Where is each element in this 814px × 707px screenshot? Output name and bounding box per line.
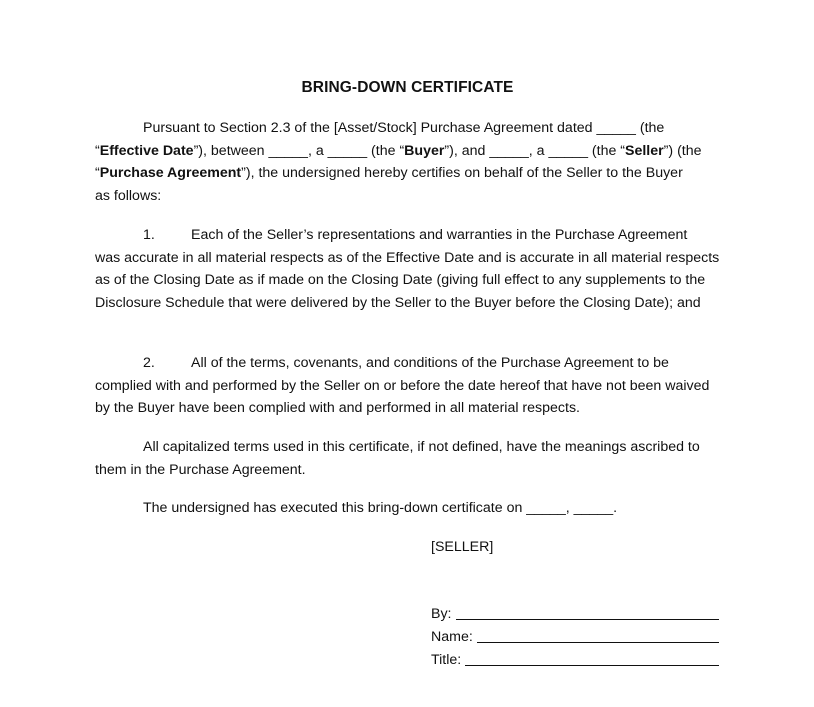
by-blank [456,604,720,620]
signature-name-line: Name: [431,623,719,645]
capitalized-terms-paragraph: All capitalized terms used in this certificate, if not defined, have the meanings ascribed to them in the Purchase Agreement. [95,439,700,478]
signature-title-line: Title: [431,646,719,668]
defined-term-buyer: Buyer [404,142,445,159]
execution-paragraph: The undersigned has executed this bring-down certificate on _____, _____. [143,500,618,516]
signature-party: [SELLER] [431,539,494,555]
signature-by-line: By: [431,600,719,622]
item-number: 1. [143,227,155,243]
list-item: 2. All of the terms, covenants, and conditions of the Purchase Agreement to be complied with and performed by the Seller on or before the date hereof that have not been waived by the Buyer have been complied with and performed in all material respects. [95,352,720,420]
defined-term-purchase-agreement: Purchase Agreement [99,165,242,182]
title-blank [465,650,719,666]
list-item: 1. Each of the Seller’s representations and warranties in the Purchase Agreement was accurate in all material respects as of the Effective Date and is accurate in all material respects as of the Closing Date as if made on the Closing Date (giving full effect to any supplements to the Disclosure Schedule that were delivered by the Seller to the Buyer before the Closing Date); and [95,224,720,315]
defined-term-effective-date: Effective Date [99,142,194,159]
name-blank [477,627,719,643]
defined-term-seller: Seller [625,142,664,159]
item-number: 2. [143,355,155,371]
intro-paragraph: Pursuant to Section 2.3 of the [Asset/Stock] Purchase Agreement dated _____ (the “Effective Date”), between _____, a _____ (the “Buyer”), and _____, a _____ (the “Seller”) (the “Purchase Agreement”), the undersigned hereby certifies on behalf of the Seller to the Buyer as follows: [95,120,702,205]
document-title: BRING-DOWN CERTIFICATE [301,79,514,96]
